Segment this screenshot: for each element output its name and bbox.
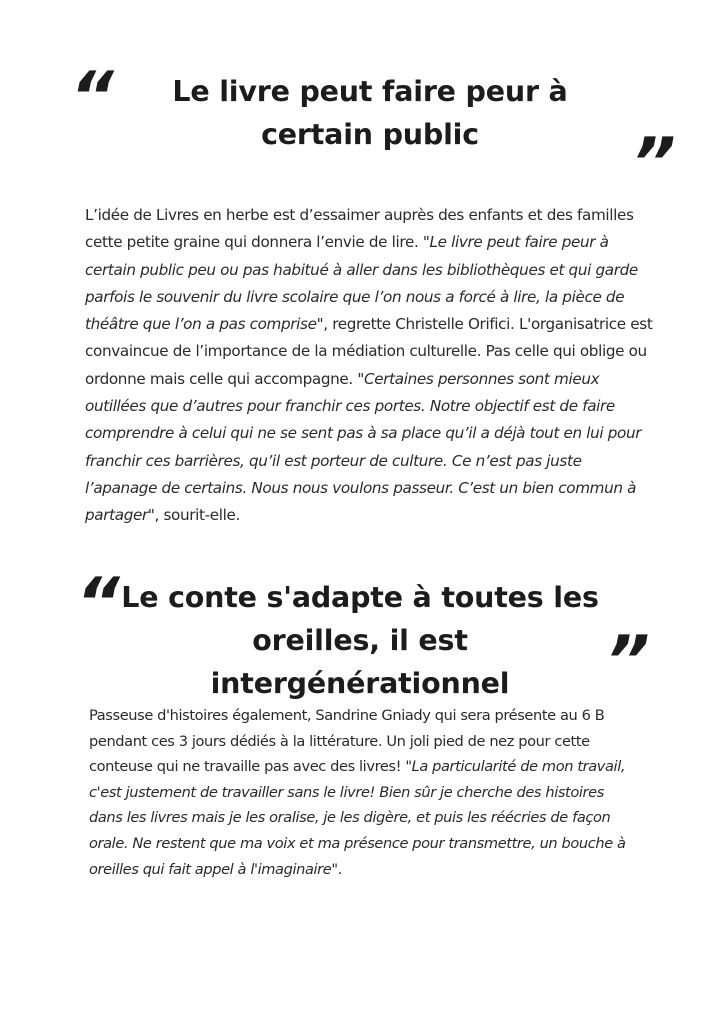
paragraph-text: Passeuse d'histoires également, Sandrine Gniady qui sera présente au 6 B pendant ces 3 jours dédiés à la littérature. Un joli pied de nez pour cette conteuse qui ne travaille pas avec des livres! " xyxy=(89,707,605,776)
open-quote-icon: “ xyxy=(76,564,112,643)
paragraph-text: ", regrette Christelle Orifici. L'organisatrice est convaincue de l’importance de la médiation culturelle. Pas celle qui oblige ou ordonne mais celle qui accompagne. " xyxy=(85,315,653,388)
pull-quote-title: Le conte s'adapte à toutes les oreilles, il est intergénérationnel xyxy=(121,581,599,700)
quotation-text: La particularité de mon travail, c'est justement de travailler sans le livre! Bien sûr je cherche des histoires dans les livres mais je les oralise, je les digère, et puis les réécries de façon orale. Ne restent que ma voix et ma présence pour transmettre, un bouche à oreilles qui fait appel à l'imaginaire xyxy=(89,758,626,878)
paragraph-text: ", sourit-elle. xyxy=(147,506,240,525)
quotation-text: Le livre peut faire peur à certain public peu ou pas habitué à aller dans les bibliothèques et qui garde parfois le souvenir du livre scolaire que l’on nous a forcé à lire, la pièce de théâtre que l’on a pas comprise xyxy=(85,233,638,334)
open-quote-icon: “ xyxy=(70,58,106,137)
paragraph-text: L’idée de Livres en herbe est d’essaimer auprès des enfants et des familles cette petite graine qui donnera l’envie de lire. " xyxy=(85,206,634,252)
close-quote-icon: ” xyxy=(632,124,668,203)
quotation-text: Certaines personnes sont mieux outillées que d’autres pour franchir ces portes. Notre objectif est de faire comprendre à celui qui ne se sent pas à sa place qu’il a déjà tout en lui pour franchir ces barrières, qu’il est porteur de culture. Ce n’est pas juste l’apanage de certains. Nous nous voulons passeur. C’est un bien commun à partager xyxy=(85,369,642,525)
close-quote-icon: ” xyxy=(606,622,642,701)
paragraph-text: ". xyxy=(331,860,342,878)
body-paragraph xyxy=(85,202,655,530)
body-paragraph xyxy=(89,703,637,882)
pull-quote-title: Le livre peut faire peur à certain public xyxy=(172,75,568,151)
